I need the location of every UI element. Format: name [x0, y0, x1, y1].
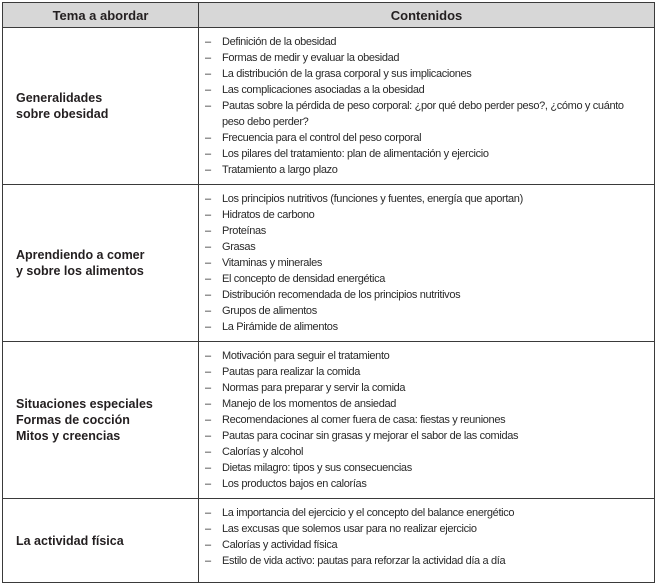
content-cell [199, 28, 655, 185]
dash-bullet: – [205, 305, 211, 317]
list-item: – Frecuencia para el control del peso corporal [205, 132, 422, 144]
dash-bullet: – [205, 366, 211, 378]
list-item: – La distribución de la grasa corporal y sus implicaciones [205, 68, 472, 80]
dash-bullet: – [205, 193, 211, 205]
topic-line: Mitos y creencias [16, 429, 121, 443]
list-item: – La Pirámide de alimentos [205, 321, 338, 333]
table-header-row [3, 3, 655, 28]
topic-line: Formas de cocción [16, 413, 130, 427]
dash-bullet: – [205, 148, 211, 160]
list-item: – Los productos bajos en calorías [205, 478, 367, 490]
content-list [205, 505, 646, 569]
list-item: – Manejo de los momentos de ansiedad [205, 398, 396, 410]
dash-bullet: – [205, 555, 211, 567]
list-item: – Hidratos de carbono [205, 209, 315, 221]
table-row [3, 499, 655, 583]
content-table [2, 2, 655, 583]
dash-bullet: – [205, 414, 211, 426]
list-item: – Grasas [205, 241, 256, 253]
dash-bullet: – [205, 539, 211, 551]
list-item: – Tratamiento a largo plazo [205, 164, 338, 176]
topic-cell [3, 185, 199, 342]
dash-bullet: – [205, 446, 211, 458]
list-item: – Las excusas que solemos usar para no realizar ejercicio [205, 523, 477, 535]
dash-bullet: – [205, 84, 211, 96]
dash-bullet: – [205, 164, 211, 176]
list-item: – Estilo de vida activo: pautas para reforzar la actividad día a día [205, 555, 506, 567]
list-item: – Pautas para realizar la comida [205, 366, 361, 378]
topic-line: Aprendiendo a comer [16, 248, 145, 262]
dash-bullet: – [205, 462, 211, 474]
list-item: – Dietas milagro: tipos y sus consecuencias [205, 462, 412, 474]
header-contents: Contenidos [199, 3, 655, 28]
list-item: – Definición de la obesidad [205, 36, 337, 48]
list-item: – Pautas para cocinar sin grasas y mejorar el sabor de las comidas [205, 430, 519, 442]
dash-bullet: – [205, 100, 211, 112]
header-topic: Tema a abordar [3, 3, 199, 28]
list-item: – La importancia del ejercicio y el concepto del balance energético [205, 507, 515, 519]
dash-bullet: – [205, 36, 211, 48]
dash-bullet: – [205, 478, 211, 490]
content-cell [199, 342, 655, 499]
table-row [3, 28, 655, 185]
dash-bullet: – [205, 68, 211, 80]
list-item: – Motivación para seguir el tratamiento [205, 350, 390, 362]
dash-bullet: – [205, 273, 211, 285]
dash-bullet: – [205, 225, 211, 237]
dash-bullet: – [205, 430, 211, 442]
table-row [3, 185, 655, 342]
dash-bullet: – [205, 209, 211, 221]
topic-line: sobre obesidad [16, 107, 109, 121]
list-item: – Normas para preparar y servir la comida [205, 382, 406, 394]
list-item: – Pautas sobre la pérdida de peso corporal: ¿por qué debo perder peso?, ¿cómo y cuánto peso debo perder? [205, 100, 624, 128]
dash-bullet: – [205, 132, 211, 144]
list-item: – Los principios nutritivos (funciones y fuentes, energía que aportan) [205, 193, 523, 205]
topic-line: La actividad física [16, 533, 124, 548]
topic-cell [3, 342, 199, 499]
topic-line: Generalidades [16, 91, 103, 105]
list-item: – Calorías y actividad física [205, 539, 338, 551]
dash-bullet: – [205, 382, 211, 394]
content-cell [199, 185, 655, 342]
dash-bullet: – [205, 398, 211, 410]
dash-bullet: – [205, 257, 211, 269]
topic-line: y sobre los alimentos [16, 264, 144, 278]
content-list [205, 191, 646, 335]
dash-bullet: – [205, 523, 211, 535]
list-item: – Proteínas [205, 225, 266, 237]
list-item: – Calorías y alcohol [205, 446, 304, 458]
list-item: – Los pilares del tratamiento: plan de alimentación y ejercicio [205, 148, 489, 160]
list-item: – Distribución recomendada de los principios nutritivos [205, 289, 461, 301]
dash-bullet: – [205, 241, 211, 253]
list-item: – El concepto de densidad energética [205, 273, 386, 285]
list-item: – Formas de medir y evaluar la obesidad [205, 52, 400, 64]
dash-bullet: – [205, 507, 211, 519]
dash-bullet: – [205, 52, 211, 64]
topic-line: Situaciones especiales [16, 397, 153, 411]
topic-cell [3, 499, 199, 583]
content-list [205, 348, 646, 492]
list-item: – Grupos de alimentos [205, 305, 317, 317]
list-item: – Las complicaciones asociadas a la obesidad [205, 84, 425, 96]
table-row [3, 342, 655, 499]
topic-cell [3, 28, 199, 185]
dash-bullet: – [205, 321, 211, 333]
list-item: – Vitaminas y minerales [205, 257, 323, 269]
dash-bullet: – [205, 289, 211, 301]
content-cell [199, 499, 655, 583]
list-item: – Recomendaciones al comer fuera de casa: fiestas y reuniones [205, 414, 506, 426]
content-list [205, 34, 646, 178]
dash-bullet: – [205, 350, 211, 362]
